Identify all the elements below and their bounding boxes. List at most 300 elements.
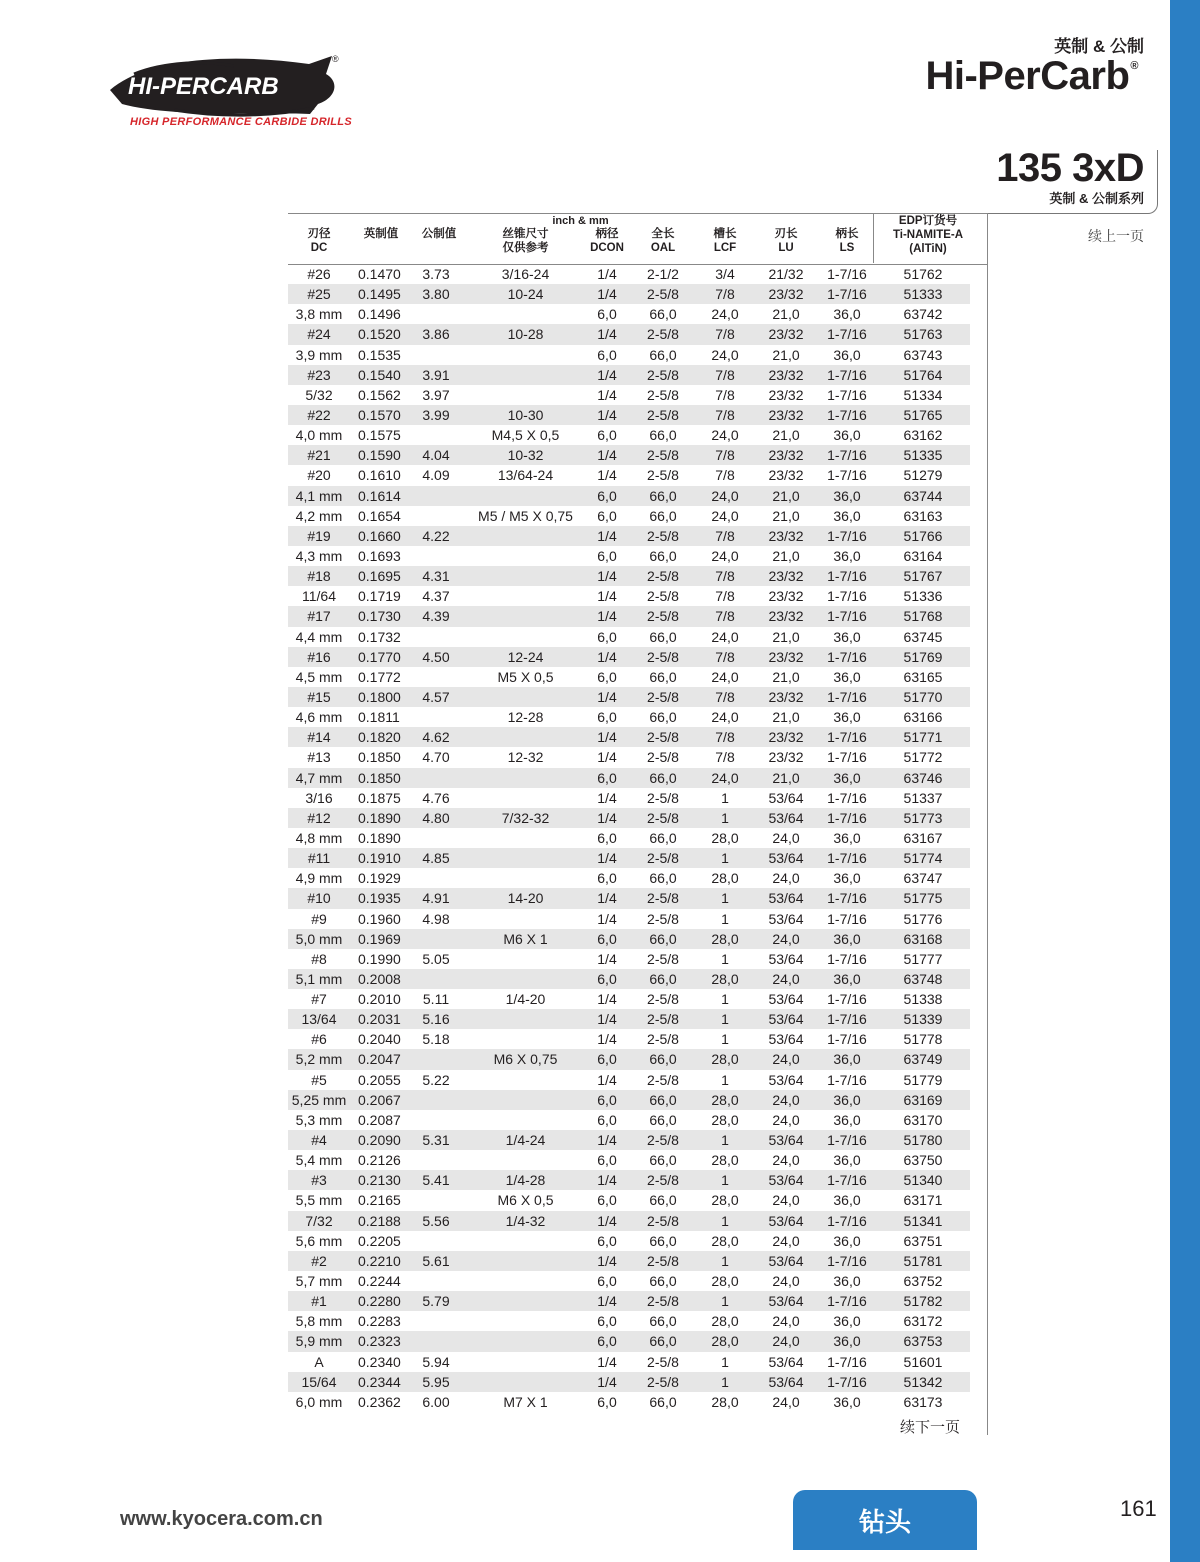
cell-inch: 0.1520 bbox=[358, 326, 401, 343]
cell-ls: 1-7/16 bbox=[827, 991, 867, 1008]
cell-oal: 2-5/8 bbox=[647, 286, 679, 303]
cell-mm: 4.85 bbox=[422, 850, 450, 867]
cell-inch: 0.2362 bbox=[358, 1393, 401, 1410]
cell-ls: 1-7/16 bbox=[827, 729, 867, 746]
cell-inch: 0.2344 bbox=[358, 1373, 401, 1390]
cell-oal: 2-5/8 bbox=[647, 729, 679, 746]
cell-inch: 0.1614 bbox=[358, 487, 401, 504]
cell-dc: #23 bbox=[307, 366, 331, 383]
cell-lu: 24,0 bbox=[772, 1333, 800, 1350]
cell-edp: 63165 bbox=[903, 668, 943, 685]
table-row bbox=[288, 506, 970, 526]
cell-inch: 0.1495 bbox=[358, 286, 401, 303]
cell-dc: #19 bbox=[307, 527, 331, 544]
cell-lcf: 1 bbox=[721, 1011, 729, 1028]
cell-dcon: 6,0 bbox=[597, 970, 617, 987]
cell-dc: 4,0 mm bbox=[295, 427, 343, 444]
cell-ls: 1-7/16 bbox=[827, 910, 867, 927]
cell-inch: 0.1770 bbox=[358, 648, 401, 665]
cell-dcon: 1/4 bbox=[597, 386, 617, 403]
cell-lu: 21,0 bbox=[772, 769, 800, 786]
cell-ls: 36,0 bbox=[833, 829, 861, 846]
cell-oal: 2-5/8 bbox=[647, 1373, 679, 1390]
cell-edp: 51776 bbox=[903, 910, 943, 927]
cell-lcf: 24,0 bbox=[711, 507, 739, 524]
cell-inch: 0.1811 bbox=[358, 709, 400, 726]
cell-inch: 0.1719 bbox=[358, 588, 401, 605]
cell-dcon: 6,0 bbox=[597, 1273, 617, 1290]
table-row bbox=[288, 848, 970, 868]
cell-tap: 10-28 bbox=[507, 326, 544, 343]
cell-oal: 2-5/8 bbox=[647, 950, 679, 967]
cell-mm: 4.22 bbox=[422, 527, 450, 544]
table-row bbox=[288, 1130, 970, 1150]
table-row bbox=[288, 1392, 970, 1412]
cell-lu: 53/64 bbox=[768, 789, 804, 806]
table-row bbox=[288, 345, 970, 365]
cell-tap: 7/32-32 bbox=[501, 809, 550, 826]
cell-dc: 5,25 mm bbox=[291, 1091, 347, 1108]
cell-oal: 66,0 bbox=[649, 1393, 677, 1410]
cell-lu: 21,0 bbox=[772, 668, 800, 685]
cell-tap: 12-28 bbox=[507, 709, 544, 726]
series-subtitle: 英制 & 公制系列 bbox=[1049, 191, 1144, 206]
cell-dcon: 1/4 bbox=[597, 688, 617, 705]
cell-lu: 24,0 bbox=[772, 829, 800, 846]
cell-ls: 1-7/16 bbox=[827, 326, 867, 343]
cell-ls: 1-7/16 bbox=[827, 1293, 867, 1310]
cell-inch: 0.1535 bbox=[358, 346, 401, 363]
table-row bbox=[288, 264, 970, 284]
cell-lcf: 1 bbox=[721, 1172, 729, 1189]
cell-edp: 63166 bbox=[903, 709, 943, 726]
cell-lu: 23/32 bbox=[768, 588, 804, 605]
cell-dcon: 1/4 bbox=[597, 1031, 617, 1048]
cell-edp: 51777 bbox=[903, 950, 943, 967]
cell-inch: 0.2130 bbox=[358, 1172, 401, 1189]
cell-mm: 3.99 bbox=[422, 406, 450, 423]
cell-dcon: 6,0 bbox=[597, 487, 617, 504]
cell-oal: 66,0 bbox=[649, 970, 677, 987]
cell-edp: 51341 bbox=[903, 1212, 943, 1229]
cell-inch: 0.1772 bbox=[358, 668, 401, 685]
cell-lcf: 7/8 bbox=[715, 608, 735, 625]
table-row bbox=[288, 768, 970, 788]
table-row bbox=[288, 828, 970, 848]
table-row bbox=[288, 667, 970, 687]
cell-lcf: 7/8 bbox=[715, 527, 735, 544]
cell-edp: 63173 bbox=[903, 1393, 943, 1410]
cell-lu: 21,0 bbox=[772, 346, 800, 363]
cell-lu: 24,0 bbox=[772, 970, 800, 987]
continued-from-note: 续上一页 bbox=[1088, 228, 1144, 244]
cell-dc: #16 bbox=[307, 648, 331, 665]
cell-edp: 51764 bbox=[903, 366, 943, 383]
cell-oal: 66,0 bbox=[649, 1313, 677, 1330]
cell-edp: 63750 bbox=[903, 1152, 943, 1169]
cell-ls: 36,0 bbox=[833, 1313, 861, 1330]
cell-dcon: 1/4 bbox=[597, 648, 617, 665]
cell-lcf: 7/8 bbox=[715, 286, 735, 303]
cell-edp: 51772 bbox=[903, 749, 943, 766]
cell-lcf: 24,0 bbox=[711, 306, 739, 323]
cell-oal: 2-5/8 bbox=[647, 608, 679, 625]
cell-inch: 0.2283 bbox=[358, 1313, 401, 1330]
cell-lcf: 28,0 bbox=[711, 1273, 739, 1290]
cell-dcon: 1/4 bbox=[597, 266, 617, 282]
cell-mm: 4.31 bbox=[422, 568, 450, 585]
table-row bbox=[288, 707, 970, 727]
cell-mm: 3.97 bbox=[422, 386, 450, 403]
cell-tap: 1/4-28 bbox=[505, 1172, 546, 1189]
cell-lu: 23/32 bbox=[768, 406, 804, 423]
cell-edp: 63752 bbox=[903, 1273, 943, 1290]
cell-lcf: 1 bbox=[721, 910, 729, 927]
cell-ls: 36,0 bbox=[833, 1273, 861, 1290]
cell-inch: 0.1730 bbox=[358, 608, 401, 625]
cell-ls: 36,0 bbox=[833, 1393, 861, 1410]
table-row bbox=[288, 989, 970, 1009]
table-row bbox=[288, 788, 970, 808]
cell-mm: 4.98 bbox=[422, 910, 450, 927]
header-tap: 丝锥尺寸 仅供参考 bbox=[502, 228, 549, 254]
cell-mm: 5.94 bbox=[422, 1353, 450, 1370]
cell-oal: 2-5/8 bbox=[647, 1031, 679, 1048]
cell-edp: 51780 bbox=[903, 1132, 943, 1149]
cell-dcon: 1/4 bbox=[597, 527, 617, 544]
cell-lu: 24,0 bbox=[772, 1091, 800, 1108]
cell-dcon: 1/4 bbox=[597, 1011, 617, 1028]
cell-dcon: 6,0 bbox=[597, 1152, 617, 1169]
cell-lcf: 28,0 bbox=[711, 1393, 739, 1410]
table-row bbox=[288, 586, 970, 606]
cell-lu: 21/32 bbox=[768, 266, 804, 282]
cell-lu: 23/32 bbox=[768, 568, 804, 585]
cell-dc: #21 bbox=[307, 447, 331, 464]
cell-edp: 51770 bbox=[903, 688, 943, 705]
cell-mm: 6.00 bbox=[422, 1393, 450, 1410]
cell-dcon: 6,0 bbox=[597, 769, 617, 786]
cell-dcon: 6,0 bbox=[597, 1313, 617, 1330]
cell-dcon: 1/4 bbox=[597, 890, 617, 907]
cell-dc: #5 bbox=[311, 1071, 327, 1088]
cell-lcf: 7/8 bbox=[715, 386, 735, 403]
cell-oal: 66,0 bbox=[649, 668, 677, 685]
cell-dcon: 6,0 bbox=[597, 1232, 617, 1249]
cell-edp: 63753 bbox=[903, 1333, 943, 1350]
cell-dc: 4,3 mm bbox=[295, 547, 343, 564]
cell-tap: 1/4-24 bbox=[505, 1132, 546, 1149]
cell-inch: 0.2188 bbox=[358, 1212, 401, 1229]
cell-dcon: 1/4 bbox=[597, 406, 617, 423]
table-row bbox=[288, 1331, 970, 1351]
cell-dc: 3/16 bbox=[305, 789, 333, 806]
cell-inch: 0.1910 bbox=[358, 850, 401, 867]
cell-lcf: 24,0 bbox=[711, 346, 739, 363]
cell-inch: 0.1935 bbox=[358, 890, 401, 907]
cell-edp: 63164 bbox=[903, 547, 943, 564]
cell-dc: #25 bbox=[307, 286, 331, 303]
cell-inch: 0.1693 bbox=[358, 547, 401, 564]
cell-lu: 53/64 bbox=[768, 1011, 804, 1028]
cell-inch: 0.1654 bbox=[358, 507, 401, 524]
cell-dc: #10 bbox=[307, 890, 331, 907]
cell-dc: 13/64 bbox=[301, 1011, 337, 1028]
cell-dcon: 1/4 bbox=[597, 608, 617, 625]
cell-mm: 4.50 bbox=[422, 648, 450, 665]
cell-dcon: 1/4 bbox=[597, 366, 617, 383]
cell-mm: 4.91 bbox=[422, 890, 450, 907]
cell-ls: 1-7/16 bbox=[827, 1353, 867, 1370]
cell-dc: #7 bbox=[311, 991, 327, 1008]
cell-inch: 0.1660 bbox=[358, 527, 401, 544]
cell-lu: 21,0 bbox=[772, 507, 800, 524]
cell-dc: #3 bbox=[311, 1172, 327, 1189]
cell-inch: 0.1969 bbox=[358, 930, 401, 947]
cell-mm: 4.39 bbox=[422, 608, 450, 625]
cell-edp: 63168 bbox=[903, 930, 943, 947]
cell-oal: 2-5/8 bbox=[647, 1071, 679, 1088]
cell-edp: 63743 bbox=[903, 346, 943, 363]
cell-lcf: 1 bbox=[721, 789, 729, 806]
cell-lcf: 7/8 bbox=[715, 688, 735, 705]
cell-oal: 2-5/8 bbox=[647, 749, 679, 766]
cell-dc: #4 bbox=[311, 1132, 327, 1149]
cell-dcon: 1/4 bbox=[597, 1212, 617, 1229]
cell-lu: 24,0 bbox=[772, 1232, 800, 1249]
cell-lu: 53/64 bbox=[768, 1031, 804, 1048]
cell-tap: 10-32 bbox=[507, 447, 544, 464]
cell-lu: 21,0 bbox=[772, 709, 800, 726]
continued-next-note: 续下一页 bbox=[900, 1419, 961, 1436]
cell-lcf: 24,0 bbox=[711, 709, 739, 726]
cell-inch: 0.1610 bbox=[358, 467, 401, 484]
cell-tap: 14-20 bbox=[507, 890, 544, 907]
cell-inch: 0.1695 bbox=[358, 568, 401, 585]
cell-tap: 1/4-20 bbox=[505, 991, 546, 1008]
cell-edp: 63747 bbox=[903, 870, 943, 887]
cell-ls: 1-7/16 bbox=[827, 749, 867, 766]
cell-inch: 0.2126 bbox=[358, 1152, 401, 1169]
cell-mm: 4.62 bbox=[422, 729, 450, 746]
header-dcon: 柄径 DCON bbox=[590, 228, 624, 254]
cell-dc: 4,5 mm bbox=[295, 668, 343, 685]
cell-lu: 24,0 bbox=[772, 1152, 800, 1169]
cell-lu: 53/64 bbox=[768, 991, 804, 1008]
cell-dc: 5,0 mm bbox=[295, 930, 343, 947]
logo-registered-mark: ® bbox=[332, 54, 339, 64]
header-registered-mark: ® bbox=[1130, 60, 1138, 72]
cell-dc: 4,7 mm bbox=[295, 769, 343, 786]
cell-lu: 23/32 bbox=[768, 386, 804, 403]
cell-lu: 53/64 bbox=[768, 1172, 804, 1189]
table-row bbox=[288, 526, 970, 546]
cell-edp: 51774 bbox=[903, 850, 943, 867]
cell-ls: 36,0 bbox=[833, 1111, 861, 1128]
cell-inch: 0.2008 bbox=[358, 970, 401, 987]
cell-mm: 4.57 bbox=[422, 688, 450, 705]
cell-edp: 63744 bbox=[903, 487, 943, 504]
cell-edp: 51773 bbox=[903, 809, 943, 826]
table-row bbox=[288, 1070, 970, 1090]
cell-lu: 53/64 bbox=[768, 890, 804, 907]
cell-inch: 0.1562 bbox=[358, 386, 401, 403]
table-row bbox=[288, 445, 970, 465]
cell-dc: #13 bbox=[307, 749, 331, 766]
cell-inch: 0.2280 bbox=[358, 1293, 401, 1310]
cell-ls: 36,0 bbox=[833, 547, 861, 564]
cell-dcon: 6,0 bbox=[597, 668, 617, 685]
cell-tap: 12-24 bbox=[507, 648, 544, 665]
cell-oal: 2-5/8 bbox=[647, 1212, 679, 1229]
cell-dcon: 6,0 bbox=[597, 1192, 617, 1209]
cell-ls: 36,0 bbox=[833, 668, 861, 685]
cell-tap: 3/16-24 bbox=[501, 266, 550, 282]
cell-oal: 2-5/8 bbox=[647, 648, 679, 665]
cell-ls: 1-7/16 bbox=[827, 809, 867, 826]
cell-edp: 51340 bbox=[903, 1172, 943, 1189]
cell-edp: 63742 bbox=[903, 306, 943, 323]
header-ls: 柄长 LS bbox=[835, 228, 859, 254]
cell-oal: 2-5/8 bbox=[647, 910, 679, 927]
cell-tap: M4,5 X 0,5 bbox=[491, 427, 560, 444]
cell-ls: 36,0 bbox=[833, 1091, 861, 1108]
header-oal: 全长 OAL bbox=[650, 228, 676, 254]
cell-lu: 23/32 bbox=[768, 608, 804, 625]
cell-edp: 63162 bbox=[903, 427, 943, 444]
cell-dc: #17 bbox=[307, 608, 331, 625]
cell-dc: #22 bbox=[307, 406, 331, 423]
cell-edp: 51339 bbox=[903, 1011, 943, 1028]
cell-edp: 51762 bbox=[903, 266, 943, 282]
cell-edp: 51766 bbox=[903, 527, 943, 544]
cell-inch: 0.1890 bbox=[358, 829, 401, 846]
cell-lcf: 24,0 bbox=[711, 769, 739, 786]
cell-dc: 5,1 mm bbox=[295, 970, 343, 987]
cell-ls: 36,0 bbox=[833, 1333, 861, 1350]
table-row bbox=[288, 405, 970, 425]
cell-dcon: 1/4 bbox=[597, 729, 617, 746]
cell-oal: 66,0 bbox=[649, 930, 677, 947]
cell-edp: 51601 bbox=[903, 1353, 943, 1370]
cell-lcf: 24,0 bbox=[711, 628, 739, 645]
cell-dc: 5,9 mm bbox=[295, 1333, 343, 1350]
cell-oal: 66,0 bbox=[649, 346, 677, 363]
cell-lcf: 7/8 bbox=[715, 406, 735, 423]
cell-lu: 24,0 bbox=[772, 870, 800, 887]
cell-lcf: 7/8 bbox=[715, 366, 735, 383]
cell-inch: 0.2244 bbox=[358, 1273, 401, 1290]
table-row bbox=[288, 284, 970, 304]
cell-edp: 63172 bbox=[903, 1313, 943, 1330]
cell-ls: 36,0 bbox=[833, 1192, 861, 1209]
cell-lcf: 28,0 bbox=[711, 1051, 739, 1068]
cell-oal: 66,0 bbox=[649, 1333, 677, 1350]
table-row bbox=[288, 1049, 970, 1069]
cell-edp: 51333 bbox=[903, 286, 943, 303]
cell-mm: 5.56 bbox=[422, 1212, 450, 1229]
cell-dc: #8 bbox=[311, 950, 327, 967]
cell-lu: 53/64 bbox=[768, 1373, 804, 1390]
cell-dcon: 1/4 bbox=[597, 467, 617, 484]
cell-oal: 66,0 bbox=[649, 829, 677, 846]
cell-edp: 63748 bbox=[903, 970, 943, 987]
cell-mm: 3.91 bbox=[422, 366, 450, 383]
cell-tap: 13/64-24 bbox=[497, 467, 554, 484]
cell-oal: 66,0 bbox=[649, 1192, 677, 1209]
cell-dc: 4,1 mm bbox=[295, 487, 343, 504]
cell-dcon: 6,0 bbox=[597, 1393, 617, 1410]
cell-oal: 2-5/8 bbox=[647, 467, 679, 484]
cell-dc: A bbox=[314, 1353, 324, 1370]
table-row bbox=[288, 465, 970, 485]
cell-oal: 2-5/8 bbox=[647, 568, 679, 585]
cell-ls: 1-7/16 bbox=[827, 386, 867, 403]
cell-oal: 2-5/8 bbox=[647, 527, 679, 544]
cell-dc: #20 bbox=[307, 467, 331, 484]
cell-lcf: 7/8 bbox=[715, 467, 735, 484]
cell-edp: 51778 bbox=[903, 1031, 943, 1048]
cell-dc: #14 bbox=[307, 729, 331, 746]
header-edp: EDP订货号 Ti-NAMITE-A (AlTiN) bbox=[892, 215, 964, 255]
cell-ls: 1-7/16 bbox=[827, 1252, 867, 1269]
cell-inch: 0.1820 bbox=[358, 729, 401, 746]
cell-ls: 36,0 bbox=[833, 306, 861, 323]
cell-ls: 1-7/16 bbox=[827, 1071, 867, 1088]
cell-edp: 51775 bbox=[903, 890, 943, 907]
cell-lcf: 7/8 bbox=[715, 729, 735, 746]
cell-lu: 53/64 bbox=[768, 1293, 804, 1310]
cell-dc: 4,6 mm bbox=[295, 709, 343, 726]
footer-url[interactable]: www.kyocera.com.cn bbox=[120, 1508, 323, 1530]
cell-lu: 53/64 bbox=[768, 910, 804, 927]
cell-ls: 1-7/16 bbox=[827, 286, 867, 303]
cell-ls: 1-7/16 bbox=[827, 1011, 867, 1028]
table-row bbox=[288, 1009, 970, 1029]
header-subtitle: 英制 & 公制 bbox=[1054, 37, 1144, 56]
cell-lcf: 28,0 bbox=[711, 1192, 739, 1209]
cell-dcon: 6,0 bbox=[597, 628, 617, 645]
cell-ls: 1-7/16 bbox=[827, 568, 867, 585]
cell-lcf: 24,0 bbox=[711, 668, 739, 685]
cell-lu: 23/32 bbox=[768, 447, 804, 464]
cell-ls: 1-7/16 bbox=[827, 608, 867, 625]
cell-dcon: 1/4 bbox=[597, 789, 617, 806]
table-row bbox=[288, 1251, 970, 1271]
table-row bbox=[288, 385, 970, 405]
cell-lu: 21,0 bbox=[772, 628, 800, 645]
table-row bbox=[288, 1372, 970, 1392]
cell-oal: 2-5/8 bbox=[647, 688, 679, 705]
cell-mm: 5.22 bbox=[422, 1071, 450, 1088]
cell-inch: 0.1570 bbox=[358, 406, 401, 423]
cell-dcon: 1/4 bbox=[597, 1252, 617, 1269]
cell-lcf: 24,0 bbox=[711, 427, 739, 444]
cell-dcon: 1/4 bbox=[597, 910, 617, 927]
table-row bbox=[288, 1291, 970, 1311]
cell-tap: 1/4-32 bbox=[505, 1212, 546, 1229]
cell-lu: 53/64 bbox=[768, 850, 804, 867]
cell-dc: #11 bbox=[307, 850, 331, 867]
table-body bbox=[288, 264, 970, 1412]
cell-inch: 0.2205 bbox=[358, 1232, 401, 1249]
table-row bbox=[288, 888, 970, 908]
cell-inch: 0.1470 bbox=[358, 266, 401, 282]
cell-dc: 4,8 mm bbox=[295, 829, 343, 846]
cell-dc: 3,9 mm bbox=[295, 346, 343, 363]
cell-ls: 36,0 bbox=[833, 1232, 861, 1249]
cell-inch: 0.2010 bbox=[358, 991, 401, 1008]
